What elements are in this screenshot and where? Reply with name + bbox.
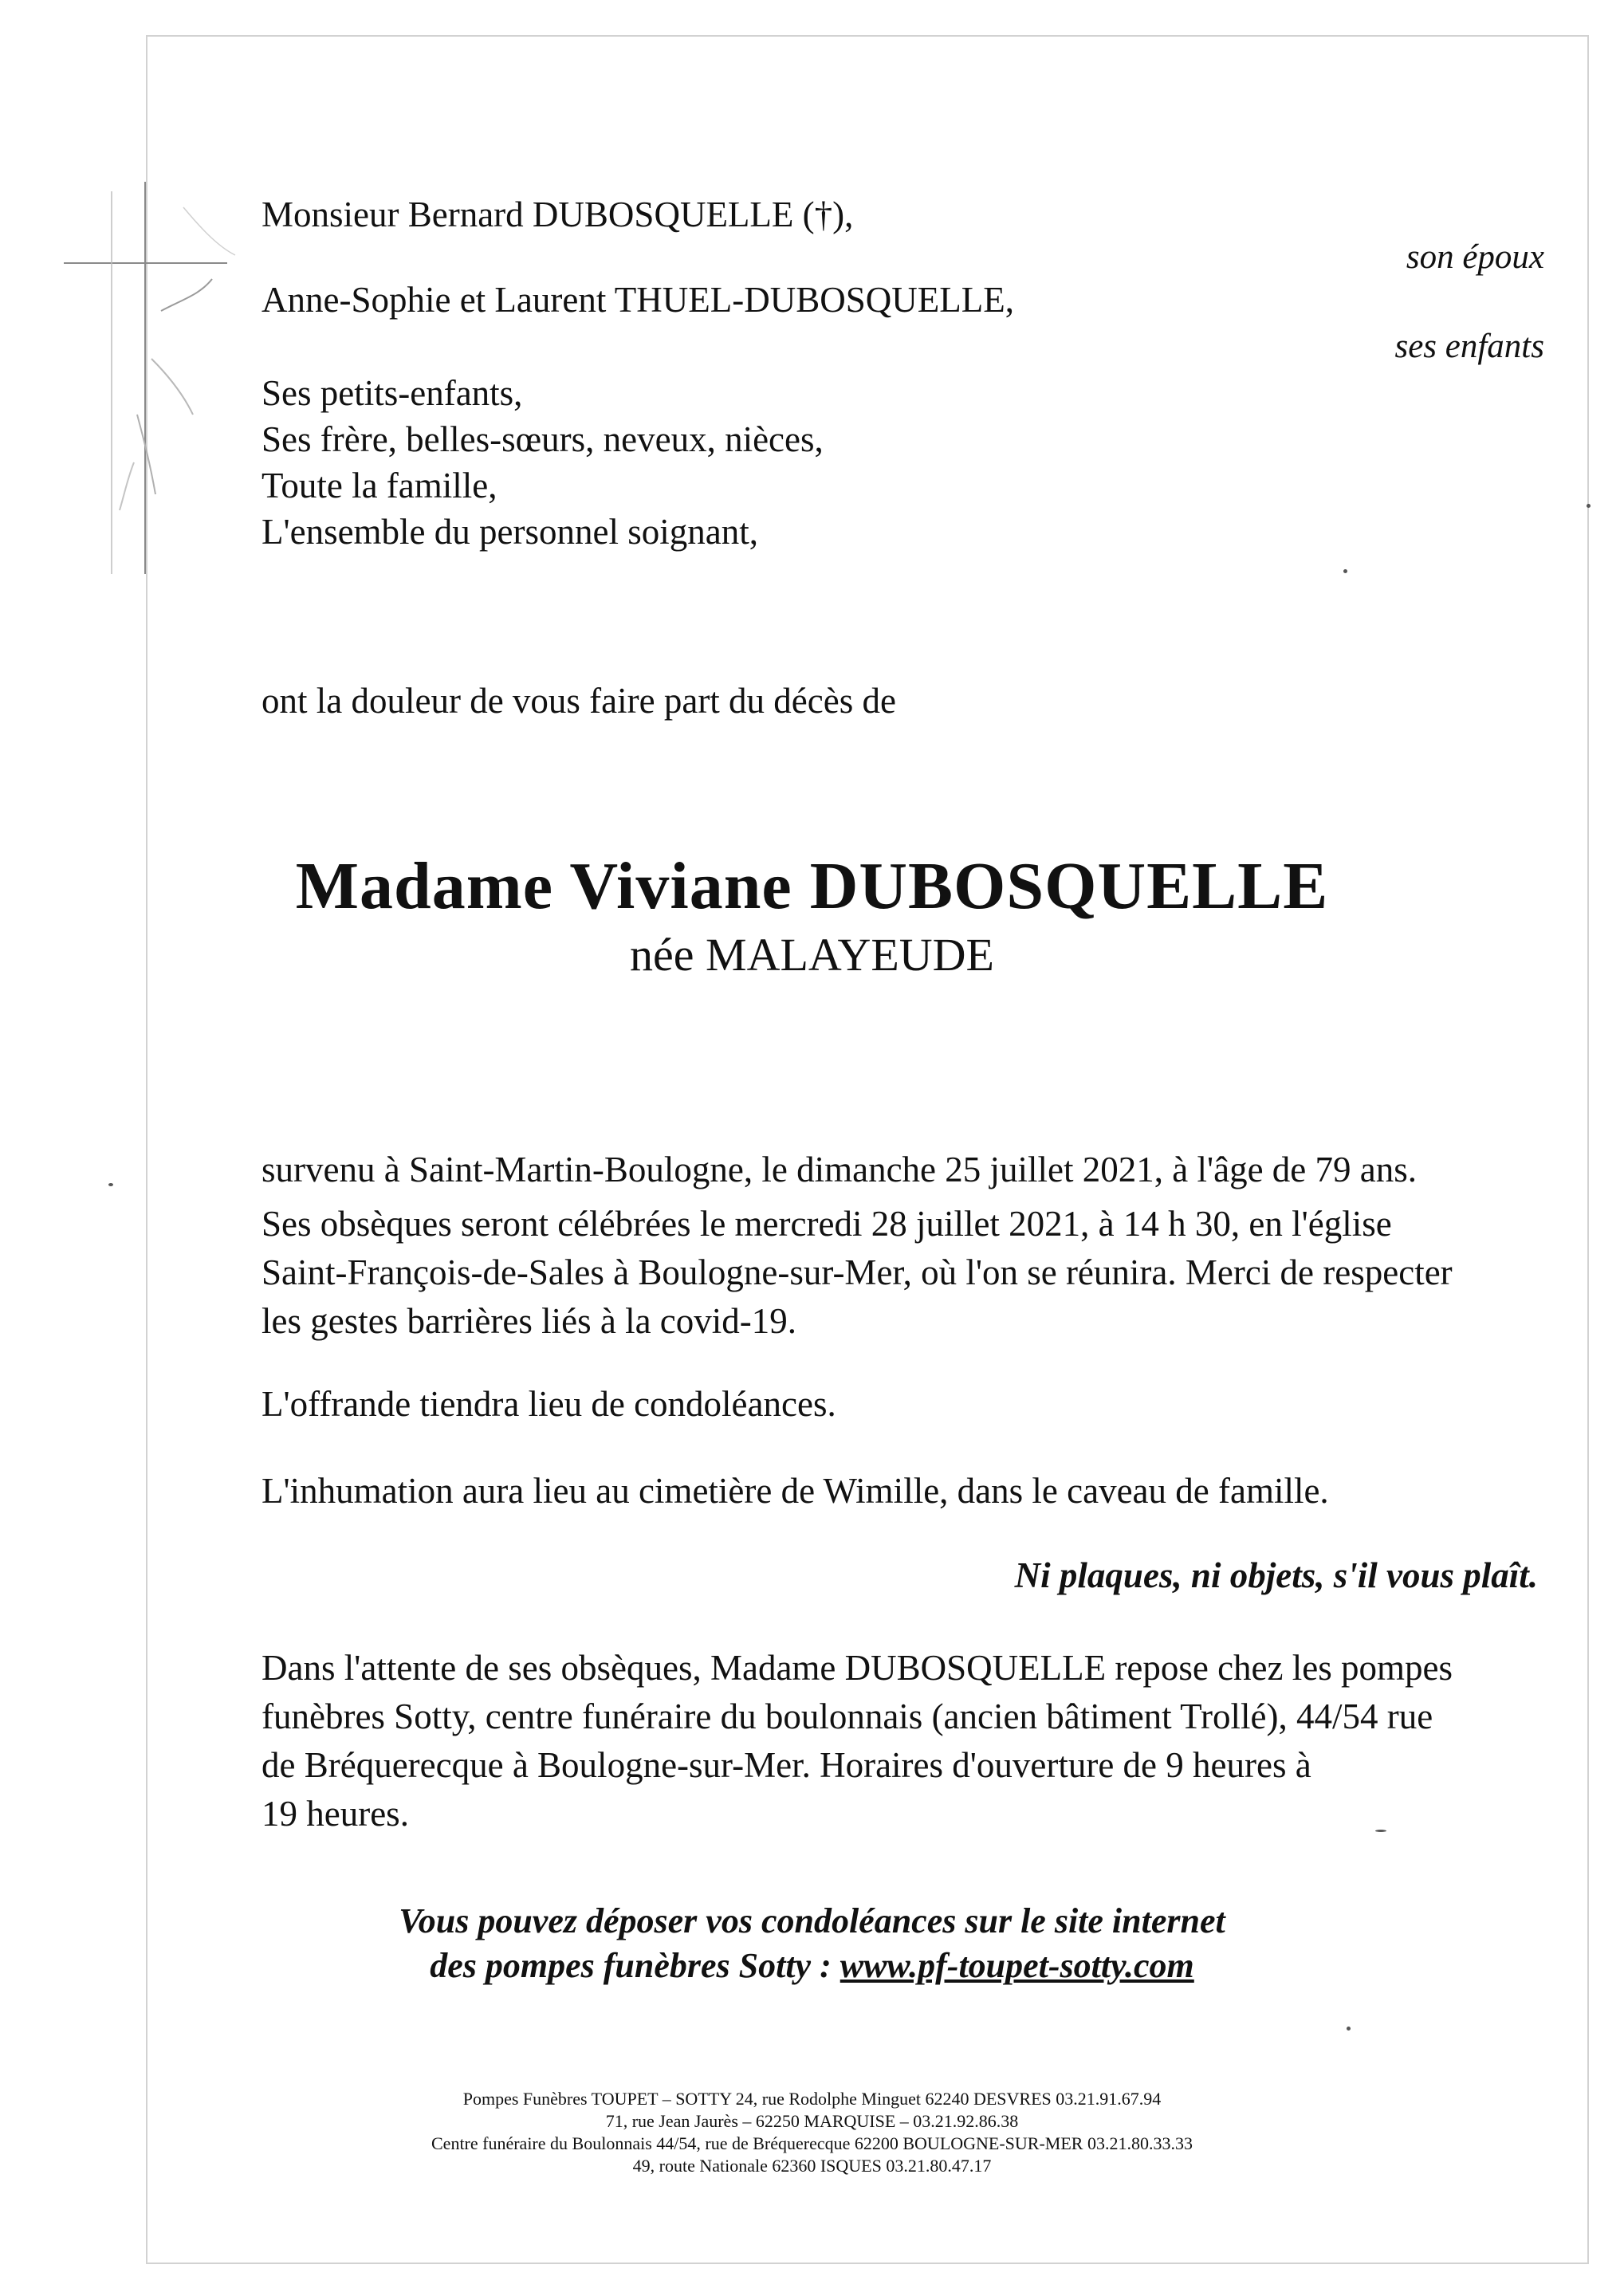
footer-line: 71, rue Jean Jaurès – 62250 MARQUISE – 03.21.92.86.38 [605, 2111, 1019, 2131]
burial-text: L'inhumation aura lieu au cimetière de Wimille, dans le caveau de famille. [261, 1471, 1329, 1511]
spouse-role: son époux [1406, 238, 1544, 276]
speck [108, 1183, 113, 1186]
rest-paragraph [261, 1644, 1453, 1838]
funeral-line: Saint-François-de-Sales à Boulogne-sur-Mer, où l'on se réunira. Merci de respecter [261, 1252, 1453, 1292]
speck [1343, 569, 1347, 573]
children-role: ses enfants [1394, 328, 1544, 365]
funeral-home-footer [0, 2088, 1624, 2177]
website-line-2 [0, 1945, 1624, 1986]
rest-line: 19 heures. [261, 1794, 409, 1834]
spouse-line: Monsieur Bernard DUBOSQUELLE (†), [261, 195, 854, 234]
rest-line: de Bréquerecque à Boulogne-sur-Mer. Horaires d'ouverture de 9 heures à [261, 1745, 1311, 1785]
funeral-line: Ses obsèques seront célébrées le mercredi 28 juillet 2021, à 14 h 30, en l'église [261, 1204, 1392, 1244]
rest-line: funèbres Sotty, centre funéraire du boulonnais (ancien bâtiment Trollé), 44/54 rue [261, 1696, 1433, 1736]
death-info: survenu à Saint-Martin-Boulogne, le dimanche 25 juillet 2021, à l'âge de 79 ans. [261, 1150, 1418, 1189]
website-prefix: des pompes funèbres Sotty : [430, 1946, 840, 1985]
family-line: Toute la famille, [261, 466, 497, 505]
offering-text: L'offrande tiendra lieu de condoléances. [261, 1384, 836, 1424]
website-link[interactable]: www.pf-toupet-sotty.com [840, 1946, 1194, 1985]
no-flowers-note: Ni plaques, ni objets, s'il vous plaît. [1014, 1555, 1538, 1595]
family-line: L'ensemble du personnel soignant, [261, 512, 758, 552]
website-line-1: Vous pouvez déposer vos condoléances sur le site internet [399, 1901, 1225, 1940]
deceased-name: Madame Viviane DUBOSQUELLE [295, 849, 1329, 923]
speck [1587, 504, 1591, 508]
footer-line: Pompes Funèbres TOUPET – SOTTY 24, rue Rodolphe Minguet 62240 DESVRES 03.21.91.67.94 [462, 2089, 1162, 2109]
children-line: Anne-Sophie et Laurent THUEL-DUBOSQUELLE, [261, 280, 1014, 320]
speck [1347, 2027, 1351, 2031]
footer-line: 49, route Nationale 62360 ISQUES 03.21.80.47.17 [632, 2156, 992, 2176]
family-line: Ses frère, belles-sœurs, neveux, nièces, [261, 419, 824, 459]
funeral-line: les gestes barrières liés à la covid-19. [261, 1301, 797, 1341]
footer-line: Centre funéraire du Boulonnais 44/54, rue de Bréquerecque 62200 BOULOGNE-SUR-MER 03.21.80.33.33 [431, 2133, 1193, 2153]
family-line: Ses petits-enfants, [261, 373, 523, 413]
cross-ornament-icon [64, 175, 239, 590]
funeral-paragraph [261, 1200, 1453, 1346]
rest-line: Dans l'attente de ses obsèques, Madame DUBOSQUELLE repose chez les pompes [261, 1648, 1453, 1688]
announcement-text: ont la douleur de vous faire part du décès de [261, 681, 896, 721]
maiden-name: née MALAYEUDE [630, 929, 994, 981]
